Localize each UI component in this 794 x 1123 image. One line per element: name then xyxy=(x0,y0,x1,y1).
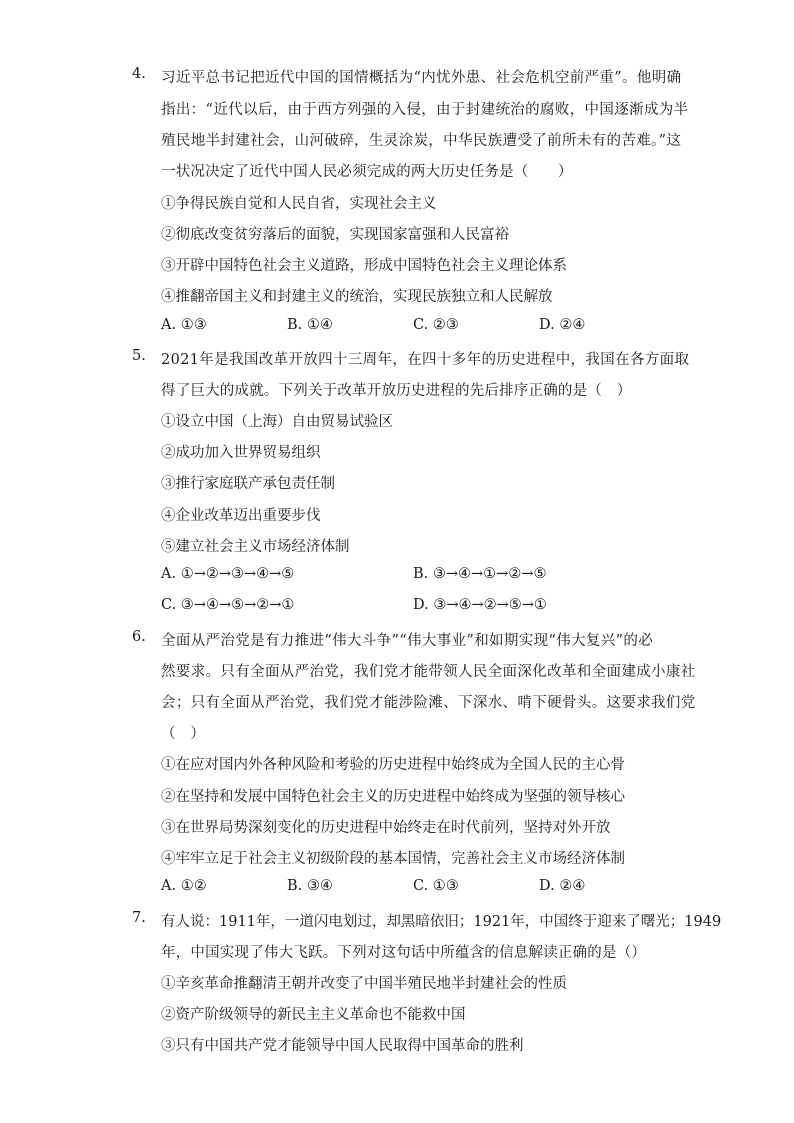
question-stem-line: 年，中国实现了伟大飞跃。下列对这句话中所蕴含的信息解读正确的是（） xyxy=(161,945,647,961)
statement-option: ①争得民族自觉和人民自省，实现社会主义 xyxy=(161,196,437,212)
statement-option: ⑤建立社会主义市场经济体制 xyxy=(161,539,350,555)
answer-choice-c[interactable]: C. ③→④→⑤→②→① xyxy=(161,597,295,613)
statement-option: ③在世界局势深刻变化的历史进程中始终走在时代前列，坚持对外开放 xyxy=(161,820,611,836)
answer-choice-a[interactable]: A. ①③ xyxy=(161,317,207,333)
answer-choice-b[interactable]: B. ③→④→①→②→⑤ xyxy=(413,566,547,582)
question-number: 5. xyxy=(132,348,146,364)
question-stem-line: （ ） xyxy=(161,726,206,742)
statement-option: ①设立中国（上海）自由贸易试验区 xyxy=(161,414,393,430)
statement-option: ④推翻帝国主义和封建主义的统治，实现民族独立和人民解放 xyxy=(161,289,553,305)
question-number: 7. xyxy=(132,910,146,926)
question-stem-line: 有人说：1911年，一道闪电划过，却黑暗依旧；1921年，中国终于迎来了曙光；1949 xyxy=(161,914,722,930)
question-stem-line: 会；只有全面从严治党，我们党才能涉险滩、下深水、啃下硬骨头。这要求我们党 xyxy=(161,695,696,711)
question-stem-line: 然要求。只有全面从严治党，我们党才能带领人民全面深化改革和全面建成小康社 xyxy=(161,664,696,680)
answer-choice-c[interactable]: C. ②③ xyxy=(413,317,459,333)
answer-choice-b[interactable]: B. ①④ xyxy=(287,317,333,333)
answer-choice-c[interactable]: C. ①③ xyxy=(413,878,459,894)
answer-choice-b[interactable]: B. ③④ xyxy=(287,878,333,894)
question-number: 6. xyxy=(132,629,146,645)
statement-option: ④企业改革迈出重要步伐 xyxy=(161,508,321,524)
statement-option: ②彻底改变贫穷落后的面貌，实现国家富强和人民富裕 xyxy=(161,227,509,243)
statement-option: ②成功加入世界贸易组织 xyxy=(161,445,321,461)
statement-option: ①辛亥革命推翻清王朝并改变了中国半殖民地半封建社会的性质 xyxy=(161,976,567,992)
question-stem-line: 一状况决定了近代中国人民必须完成的两大历史任务是（ ） xyxy=(161,164,573,180)
statement-option: ①在应对国内外各种风险和考验的历史进程中始终成为全国人民的主心骨 xyxy=(161,757,625,773)
statement-option: ④牢牢立足于社会主义初级阶段的基本国情，完善社会主义市场经济体制 xyxy=(161,851,625,867)
statement-option: ②在坚持和发展中国特色社会主义的历史进程中始终成为坚强的领导核心 xyxy=(161,789,625,805)
statement-option: ③推行家庭联产承包责任制 xyxy=(161,476,335,492)
question-stem-line: 2021年是我国改革开放四十三周年，在四十多年的历史进程中，我国在各方面取 xyxy=(161,352,690,368)
question-stem-line: 殖民地半封建社会，山河破碎，生灵涂炭，中华民族遭受了前所未有的苦难。”这 xyxy=(161,133,682,149)
question-stem-line: 全面从严治党是有力推进“伟大斗争”“伟大事业”和如期实现“伟大复兴”的必 xyxy=(161,633,654,649)
question-stem-line: 指出：“近代以后，由于西方列强的入侵，由于封建统治的腐败，中国逐渐成为半 xyxy=(161,102,689,118)
statement-option: ③开辟中国特色社会主义道路，形成中国特色社会主义理论体系 xyxy=(161,258,567,274)
statement-option: ③只有中国共产党才能领导中国人民取得中国革命的胜利 xyxy=(161,1038,524,1054)
answer-choice-a[interactable]: A. ①② xyxy=(161,878,207,894)
answer-choice-a[interactable]: A. ①→②→③→④→⑤ xyxy=(161,566,295,582)
question-stem-line: 得了巨大的成就。下列关于改革开放历史进程的先后排序正确的是（ ） xyxy=(161,383,632,399)
answer-choice-d[interactable]: D. ③→④→②→⑤→① xyxy=(413,597,547,613)
question-number: 4. xyxy=(132,66,146,82)
answer-choice-d[interactable]: D. ②④ xyxy=(539,317,586,333)
question-stem-line: 习近平总书记把近代中国的国情概括为“内忧外患、社会危机空前严重”。他明确 xyxy=(161,70,682,86)
statement-option: ②资产阶级领导的新民主主义革命也不能救中国 xyxy=(161,1007,466,1023)
answer-choice-d[interactable]: D. ②④ xyxy=(539,878,586,894)
